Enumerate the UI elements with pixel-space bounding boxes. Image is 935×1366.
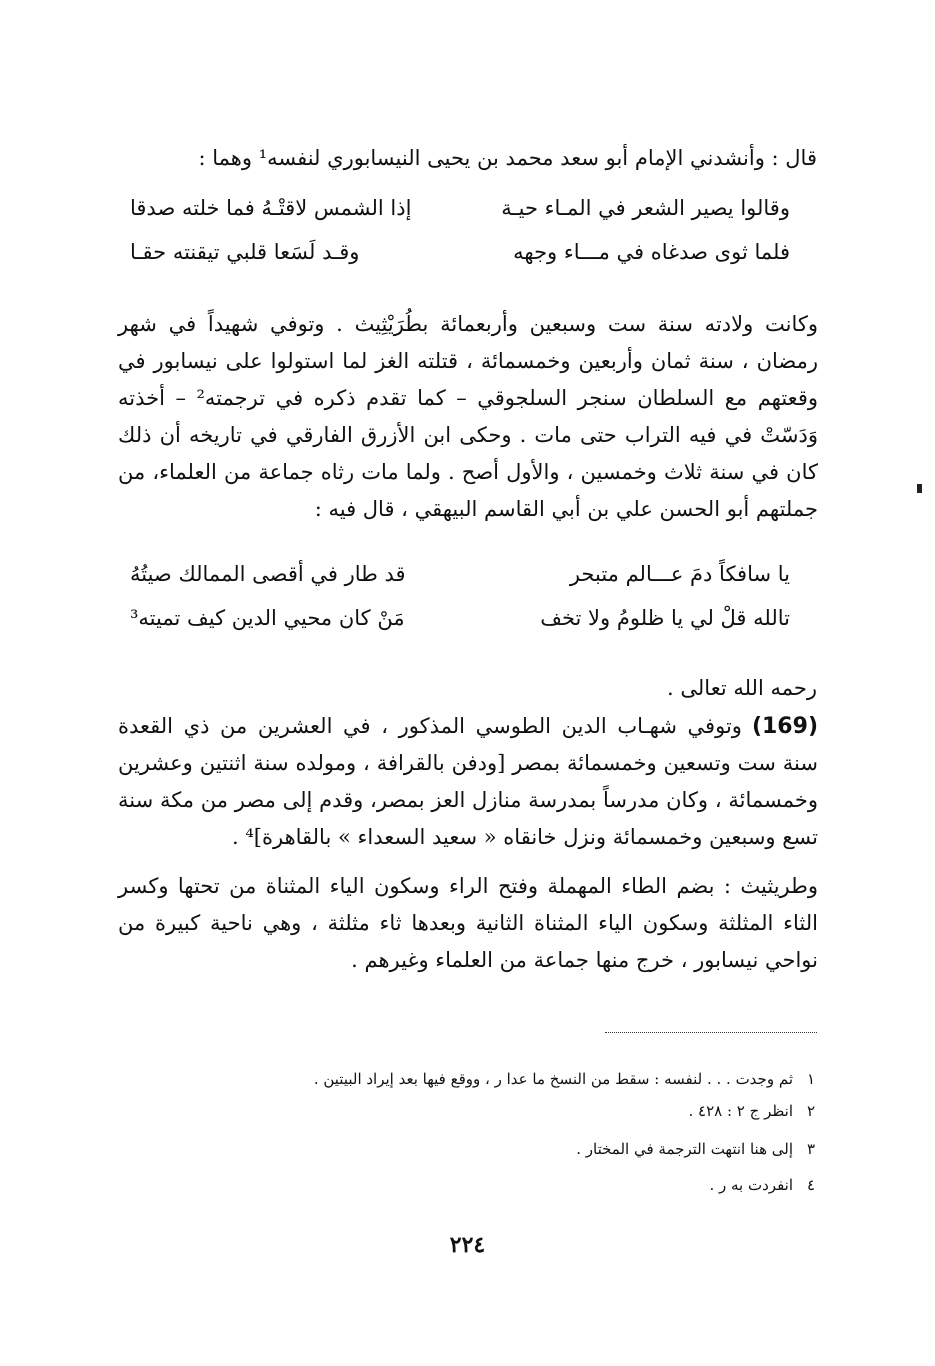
page-number: ٢٢٤ [449,1232,486,1258]
verse-2-second-hemistich: وقـد لَسَعا قلبي تيقنته حقـا [130,240,360,264]
verse-1-second-hemistich: إذا الشمس لاقتْـهُ فما خلته صدقا [130,196,412,220]
footnote-separator [605,1032,817,1033]
footnote-1 [314,1068,815,1090]
footnote-2-number: ٢ [806,1102,815,1120]
elegy-verse-2-second-hemistich: مَنْ كان محيي الدين كيف تميته³ [130,606,405,630]
verse-1-first-hemistich: وقالوا يصير الشعر في المـاء حيـة [501,196,790,220]
elegy-verse-2 [130,606,790,650]
place-name-paragraph: وطريثيث : بضم الطاء المهملة وفتح الراء وسكون الياء المثناة من تحتها وكسر الثاء المثلثة وسكون الياء المثناة الثانية وبعدها ثاء مثلثة ، وهي ناحية كبيرة من نواحي نيسابور ، خرج منها جماعة من العلماء وغيرهم . [118,874,818,972]
footnote-2 [688,1100,815,1122]
footnote-4-number: ٤ [806,1176,815,1194]
closing-prayer: رحمه الله تعالى . [667,676,817,700]
elegy-verse-1-first-hemistich: يا سافكاً دمَ عـــالم متبحر [569,562,790,586]
entry-text: وتوفي شهـاب الدين الطوسي المذكور ، في العشرين من ذي القعدة سنة ست وتسعين وخمسمائة بمصر [ودفن بالقرافة ، ومولده سنة اثنتين وعشرين وخمسمائة ، وكان مدرساً بمدرسة منازل العز بمصر، وقدم إلى مصر من مكة سنة تسع وسبعين وخمسمائة ونزل خانقاه « سعيد السعداء » بالقاهرة]⁴ . [118,714,818,849]
elegy-verse-2-first-hemistich: تالله قلْ لي يا ظلومُ ولا تخف [540,606,790,630]
verse-1 [130,196,790,240]
verse-2-first-hemistich: فلما ثوى صدغاه في مـــاء وجهه [513,240,790,264]
biography-paragraph: وكانت ولادته سنة ست وسبعين وأربعمائة بطُرَيْثِيث . وتوفي شهيداً في شهر رمضان ، سنة ثمان وأربعين وخمسمائة ، قتلته الغز لما استولوا على نيسابور في وقعتهم مع السلطان سنجر السلجوقي – كما تقدم ذكره في ترجمته² – أخذته وَدَسّتْ في فيه التراب حتى مات . وحكى ابن الأزرق الفارقي في تاريخه أن ذلك كان في سنة ثلاث وخمسين ، والأول أصح . ولما مات رثاه جماعة من العلماء، من جملتهم أبو الحسن علي بن أبي القاسم البيهقي ، قال فيه : [118,312,818,521]
footnote-3 [576,1138,815,1160]
entry-number: (169) [751,714,818,739]
intro-line: قال : وأنشدني الإمام أبو سعد محمد بن يحيى النيسابوري لنفسه¹ وهما : [198,146,817,170]
footnote-4 [709,1174,815,1196]
footnote-1-text: ثم وجدت . . . لنفسه : سقط من النسخ ما عدا ر ، ووقع فيها بعد إيراد البيتين . [313,1070,793,1088]
footnote-3-number: ٣ [806,1140,815,1158]
elegy-verse-1 [130,562,790,606]
margin-mark [917,484,922,493]
footnote-2-text: انظر ج ٢ : ٤٢٨ . [688,1102,793,1120]
verse-2 [130,240,790,284]
elegy-verse-1-second-hemistich: قد طار في أقصى الممالك صيتُهُ [130,562,406,586]
entry-169-paragraph [118,708,818,856]
footnote-3-text: إلى هنا انتهت الترجمة في المختار . [576,1140,793,1158]
footnote-1-number: ١ [806,1070,815,1088]
footnote-4-text: انفردت به ر . [709,1176,793,1194]
